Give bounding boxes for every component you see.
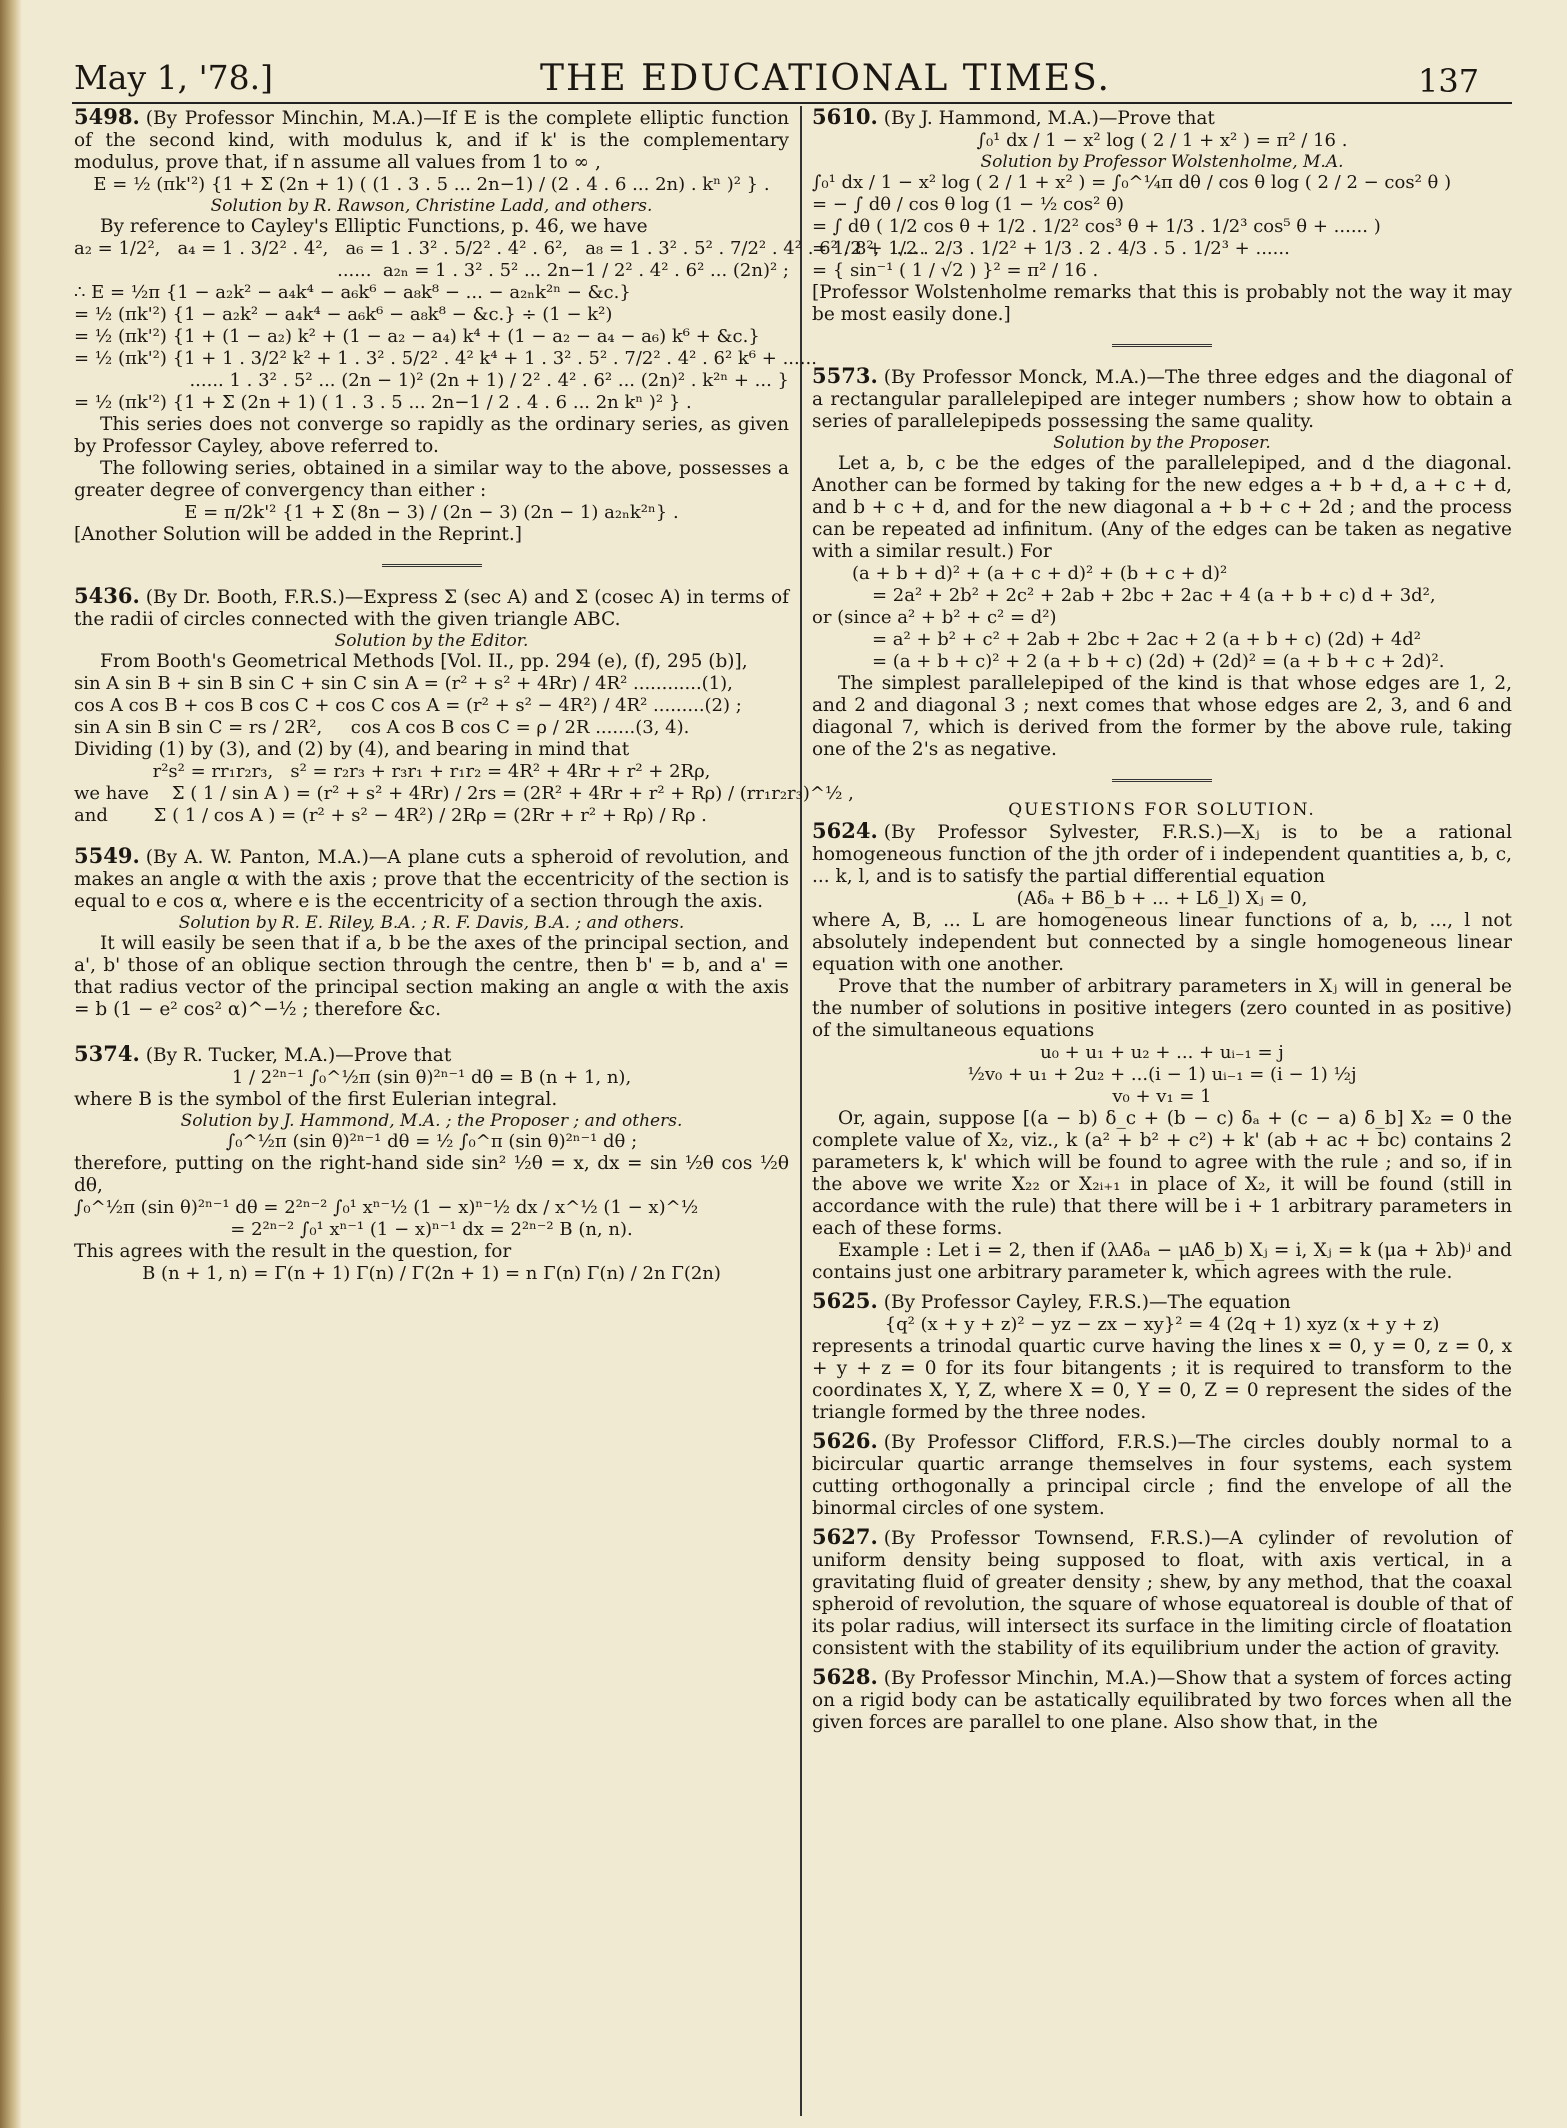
solution-text: From Booth's Geometrical Methods [Vol. II., pp. 294 (e), (f), 295 (b)], [100, 651, 748, 672]
equation: r²s² = rr₁r₂r₃, s² = r₂r₃ + r₃r₁ + r₁r₂ = 4R² + 4Rr + r² + 2Rρ, [152, 761, 711, 782]
solution-credit: Solution by J. Hammond, M.A. ; the Proposer ; and others. [180, 1111, 683, 1131]
equation: ∴ E = ½π {1 − a₂k² − a₄k⁴ − a₆k⁶ − a₈k⁸ − ... − a₂ₙk²ⁿ − &c.} [74, 282, 631, 303]
solution-credit: Solution by R. Rawson, Christine Ladd, and others. [210, 196, 653, 216]
problem-5627 [812, 1526, 1512, 1660]
journal-title: THE EDUCATIONAL TIMES. [540, 58, 1111, 99]
problem-5436 [74, 583, 854, 827]
equation: ∫₀^½π (sin θ)²ⁿ⁻¹ dθ = ½ ∫₀^π (sin θ)²ⁿ⁻¹ dθ ; [225, 1131, 638, 1152]
problem-text: represents a trinodal quartic curve having the lines x = 0, y = 0, z = 0, x + y + z = 0 for its four bitangents ; it is required to transform to the coordinates X, Y, Z, where X = 0, Y = 0, Z = 0 represent the sides of the triangle formed by the three nodes. [812, 1336, 1512, 1423]
right-column [812, 106, 1512, 1740]
problem-text: Prove that the number of arbitrary parameters in Xⱼ will in general be the number of solutions in positive integers (zero counted in as positive) of the simultaneous equations [812, 976, 1512, 1041]
equation: we have Σ ( 1 / sin A ) = (r² + s² + 4Rr) / 2rs = (2R² + 4Rr + r² + Rρ) / (rr₁r₂r₃)^½ , [74, 783, 854, 804]
problem-5610 [812, 106, 1512, 326]
solution-credit: Solution by the Proposer. [1053, 433, 1271, 453]
equation: sin A sin B sin C = rs / 2R², cos A cos B cos C = ρ / 2R .......(3, 4). [74, 717, 690, 738]
problem-number: 5549. [74, 843, 140, 868]
equation: = ½ (πk'²) {1 + (1 − a₂) k² + (1 − a₂ − a₄) k⁴ + (1 − a₂ − a₄ − a₆) k⁶ + &c.} [74, 326, 760, 347]
equation: = 1/2 + 1/2 . 2/3 . 1/2² + 1/3 . 2 . 4/3 . 5 . 1/2³ + ...... [812, 238, 1290, 259]
page-edge [0, 0, 22, 2128]
problem-number: 5625. [812, 1288, 878, 1313]
problem-text: Or, again, suppose [(a − b) δ_c + (b − c) δₐ + (c − a) δ_b] X₂ = 0 the complete value of X₂, viz., k (a² + b² + c²) + k' (ab + ac + bc) contains 2 parameters k, k' which will be found to agree with the rule ; and so, if in the above we write X₂₂ or X₂ᵢ₊₁ in place of X₂, it will be found (still in accordance with the rule) that there will be i + 1 arbitrary parameters in each of these forms. [812, 1108, 1512, 1239]
problem-number: 5436. [74, 583, 140, 608]
equation: a₂ = 1/2², a₄ = 1 . 3/2² . 4², a₆ = 1 . 3² . 5/2² . 4² . 6², a₈ = 1 . 3² . 5² . 7/2² . 4² . 6² . 8², ...... [74, 238, 926, 259]
equation: = − ∫ dθ / cos θ log (1 − ½ cos² θ) [812, 194, 1124, 215]
equation: = 2²ⁿ⁻² ∫₀¹ xⁿ⁻¹ (1 − x)ⁿ⁻¹ dx = 2²ⁿ⁻² B (n, n). [230, 1219, 633, 1240]
formula: E = ½ (πk'²) {1 + Σ (2n + 1) ( (1 . 3 . 5 ... 2n−1) / (2 . 4 . 6 ... 2n) . kⁿ )² } . [93, 174, 770, 195]
equation: = { sin⁻¹ ( 1 / √2 ) }² = π² / 16 . [812, 260, 1099, 281]
problem-5573 [812, 365, 1512, 761]
section-heading: QUESTIONS FOR SOLUTION. [1008, 800, 1316, 820]
solution-text: The following series, obtained in a similar way to the above, possesses a greater degree of convergency than either : [74, 458, 789, 501]
problem-statement: 5549. (By A. W. Panton, M.A.)—A plane cuts a spheroid of revolution, and makes an angle α with the axis ; prove that the eccentricity of the section is equal to e cos α, where e is the eccentricity of a section through the axis. [74, 843, 789, 912]
solution-text: It will easily be seen that if a, b be the axes of the principal section, and a', b' those of an oblique section through the centre, then b' = b, and a' = that radius vector of the principal section making an angle α with the axis = b (1 − e² cos² α)^−½ ; therefore &c. [74, 933, 789, 1020]
solution-text: where B is the symbol of the first Eulerian integral. [74, 1089, 558, 1110]
equation: or (since a² + b² + c² = d²) [812, 607, 1057, 628]
solution-credit: Solution by Professor Wolstenholme, M.A. [980, 152, 1344, 172]
equation: = ∫ dθ ( 1/2 cos θ + 1/2 . 1/2² cos³ θ + 1/3 . 1/2³ cos⁵ θ + ...... ) [812, 216, 1381, 237]
solution-text: By reference to Cayley's Elliptic Functions, p. 46, we have [100, 216, 648, 237]
problem-number: 5624. [812, 818, 878, 843]
section-rule [1112, 779, 1212, 782]
equation: (a + b + d)² + (a + c + d)² + (b + c + d)² [852, 563, 1228, 584]
equation: 1 / 2²ⁿ⁻¹ ∫₀^½π (sin θ)²ⁿ⁻¹ dθ = B (n + 1, n), [231, 1067, 632, 1088]
problem-5549 [74, 845, 789, 1021]
solution-text: Dividing (1) by (3), and (2) by (4), and bearing in mind that [74, 739, 630, 760]
issue-date: May 1, '78.] [74, 58, 273, 97]
problem-number: 5374. [74, 1041, 140, 1066]
problem-statement: 5573. (By Professor Monck, M.A.)—The three edges and the diagonal of a rectangular parallelepiped are integer numbers ; show how to obtain a series of parallelepipeds possessing the same quality. [812, 363, 1512, 432]
equation: v₀ + v₁ = 1 [1112, 1086, 1212, 1107]
equation: ∫₀¹ dx / 1 − x² log ( 2 / 1 + x² ) = ∫₀^¼π dθ / cos θ log ( 2 / 2 − cos² θ ) [812, 172, 1452, 193]
problem-statement: 5626. (By Professor Clifford, F.R.S.)—The circles doubly normal to a bicircular quartic arrange themselves in four systems, each system cutting orthogonally a principal circle ; find the envelope of all the binormal circles of one system. [812, 1428, 1512, 1519]
equation: ∫₀¹ dx / 1 − x² log ( 2 / 1 + x² ) = π² / 16 . [976, 130, 1348, 151]
equation: = (a + b + c)² + 2 (a + b + c) (2d) + (2d)² = (a + b + c + 2d)². [872, 651, 1445, 672]
equation: B (n + 1, n) = Γ(n + 1) Γ(n) / Γ(2n + 1) = n Γ(n) Γ(n) / 2n Γ(2n) [142, 1263, 721, 1284]
problem-text: where A, B, ... L are homogeneous linear functions of a, b, ..., l not absolutely independent but connected by a single homogeneous linear equation with one another. [812, 910, 1512, 975]
editor-note: [Another Solution will be added in the Reprint.] [74, 524, 522, 545]
problem-number: 5627. [812, 1524, 878, 1549]
problem-number: 5626. [812, 1428, 878, 1453]
header-rule [72, 102, 1512, 104]
problem-statement: 5624. (By Professor Sylvester, F.R.S.)—Xⱼ is to be a rational homogeneous function of the jth order of i independent quantities a, b, c, ... k, l, and is to satisfy the partial differential equation [812, 818, 1512, 887]
equation: ½v₀ + u₁ + 2u₂ + ...(i − 1) uᵢ₋₁ = (i − 1) ½j [967, 1064, 1357, 1085]
problem-statement: 5627. (By Professor Townsend, F.R.S.)—A cylinder of revolution of uniform density being supposed to float, with axis vertical, in a gravitating fluid of greater density ; shew, by any method, that the coaxal spheroid of revolution, the square of whose equatoreal is double of that of its polar radius, will intersect its surface in the limiting circle of floatation consistent with the stability of its equilibrium under the action of gravity. [812, 1524, 1512, 1659]
editor-note: [Professor Wolstenholme remarks that this is probably not the way it may be most easily done.] [812, 282, 1512, 325]
problem-number: 5573. [812, 363, 878, 388]
solution-text: This agrees with the result in the question, for [74, 1241, 512, 1262]
problem-5374 [74, 1043, 789, 1285]
equation: sin A sin B + sin B sin C + sin C sin A = (r² + s² + 4Rr) / 4R² ............(1), [74, 673, 733, 694]
equation: ...... 1 . 3² . 5² ... (2n − 1)² (2n + 1) / 2² . 4² . 6² ... (2n)² . k²ⁿ + ... } [189, 370, 789, 391]
column-divider [800, 106, 802, 2116]
solution-text: therefore, putting on the right-hand side sin² ½θ = x, dx = sin ½θ cos ½θ dθ, [74, 1153, 789, 1196]
problem-statement: 5498. (By Professor Minchin, M.A.)—If E is the complete elliptic function of the second kind, with modulus k, and if k' is the complementary modulus, prove that, if n assume all values from 1 to ∞ , [74, 104, 789, 173]
problem-statement: 5436. (By Dr. Booth, F.R.S.)—Express Σ (sec A) and Σ (cosec A) in terms of the radii of circles connected with the given triangle ABC. [74, 583, 789, 630]
problem-statement: 5628. (By Professor Minchin, M.A.)—Show that a system of forces acting on a rigid body can be astatically equilibrated by two forces when all the given forces are parallel to one plane. Also show that, in the [812, 1664, 1512, 1733]
section-rule [382, 564, 482, 567]
equation: = ½ (πk'²) {1 + Σ (2n + 1) ( 1 . 3 . 5 ... 2n−1 / 2 . 4 . 6 ... 2n kⁿ )² } . [74, 392, 692, 413]
equation: E = π/2k'² {1 + Σ (8n − 3) / (2n − 3) (2n − 1) a₂ₙk²ⁿ} . [184, 502, 679, 523]
problem-number: 5498. [74, 104, 140, 129]
page-number: 137 [1418, 62, 1480, 100]
equation: cos A cos B + cos B cos C + cos C cos A = (r² + s² − 4R²) / 4R² .........(2) ; [74, 695, 742, 716]
solution-text: Let a, b, c be the edges of the parallelepiped, and d the diagonal. Another can be formed by taking for the new edges a + b + d, a + c + d, and b + c + d, and for the new diagonal a + b + c + 2d ; and the process can be repeated ad infinitum. (Any of the edges can be taken as negative with a similar result.) For [812, 453, 1512, 562]
problem-statement: 5625. (By Professor Cayley, F.R.S.)—The equation [812, 1288, 1291, 1313]
problem-number: 5628. [812, 1664, 878, 1689]
equation: ∫₀^½π (sin θ)²ⁿ⁻¹ dθ = 2²ⁿ⁻² ∫₀¹ xⁿ⁻½ (1 − x)ⁿ⁻½ dx / x^½ (1 − x)^½ [74, 1197, 699, 1218]
equation: = 2a² + 2b² + 2c² + 2ab + 2bc + 2ac + 4 (a + b + c) d + 3d², [872, 585, 1436, 606]
equation: = a² + b² + c² + 2ab + 2bc + 2ac + 2 (a + b + c) (2d) + 4d² [872, 629, 1422, 650]
equation: {q² (x + y + z)² − yz − zx − xy}² = 4 (2q + 1) xyz (x + y + z) [884, 1314, 1440, 1335]
section-rule [1112, 344, 1212, 347]
problem-5624 [812, 820, 1512, 1284]
running-head [0, 52, 1567, 102]
equation: (Aδₐ + Bδ_b + ... + Lδ_l) Xⱼ = 0, [1016, 888, 1308, 909]
solution-text: The simplest parallelepiped of the kind is that whose edges are 1, 2, and 2 and diagonal 3 ; next comes that whose edges are 2, 3, and 6 and diagonal 7, which is derived from the former by the above rule, taking one of the 2's as negative. [812, 673, 1512, 760]
problem-text: Example : Let i = 2, then if (λAδₐ − μAδ_b) Xⱼ = i, Xⱼ = k (μa + λb)ʲ and contains just one arbitrary parameter k, which agrees with the rule. [812, 1240, 1512, 1283]
problem-statement: 5374. (By R. Tucker, M.A.)—Prove that [74, 1041, 452, 1066]
equation: and Σ ( 1 / cos A ) = (r² + s² − 4R²) / 2Rρ = (2Rr + r² + Rρ) / Rρ . [74, 805, 707, 826]
solution-credit: Solution by R. E. Riley, B.A. ; R. F. Davis, B.A. ; and others. [178, 913, 685, 933]
problem-5628 [812, 1666, 1512, 1734]
problem-5625 [812, 1290, 1512, 1424]
equation: = ½ (πk'²) {1 + 1 . 3/2² k² + 1 . 3² . 5/2² . 4² k⁴ + 1 . 3² . 5² . 7/2² . 4² . 6² k⁶ + ...... [74, 348, 817, 369]
problem-number: 5610. [812, 104, 878, 129]
problem-statement: 5610. (By J. Hammond, M.A.)—Prove that [812, 104, 1215, 129]
solution-credit: Solution by the Editor. [334, 631, 529, 651]
problem-5626 [812, 1430, 1512, 1520]
solution-text: This series does not converge so rapidly as the ordinary series, as given by Professor Cayley, above referred to. [74, 414, 789, 457]
equation: ...... a₂ₙ = 1 . 3² . 5² ... 2n−1 / 2² . 4² . 6² ... (2n)² ; [337, 260, 789, 281]
equation: u₀ + u₁ + u₂ + ... + uᵢ₋₁ = j [1040, 1042, 1284, 1063]
equation: = ½ (πk'²) {1 − a₂k² − a₄k⁴ − a₆k⁶ − a₈k⁸ − &c.} ÷ (1 − k²) [74, 304, 613, 325]
